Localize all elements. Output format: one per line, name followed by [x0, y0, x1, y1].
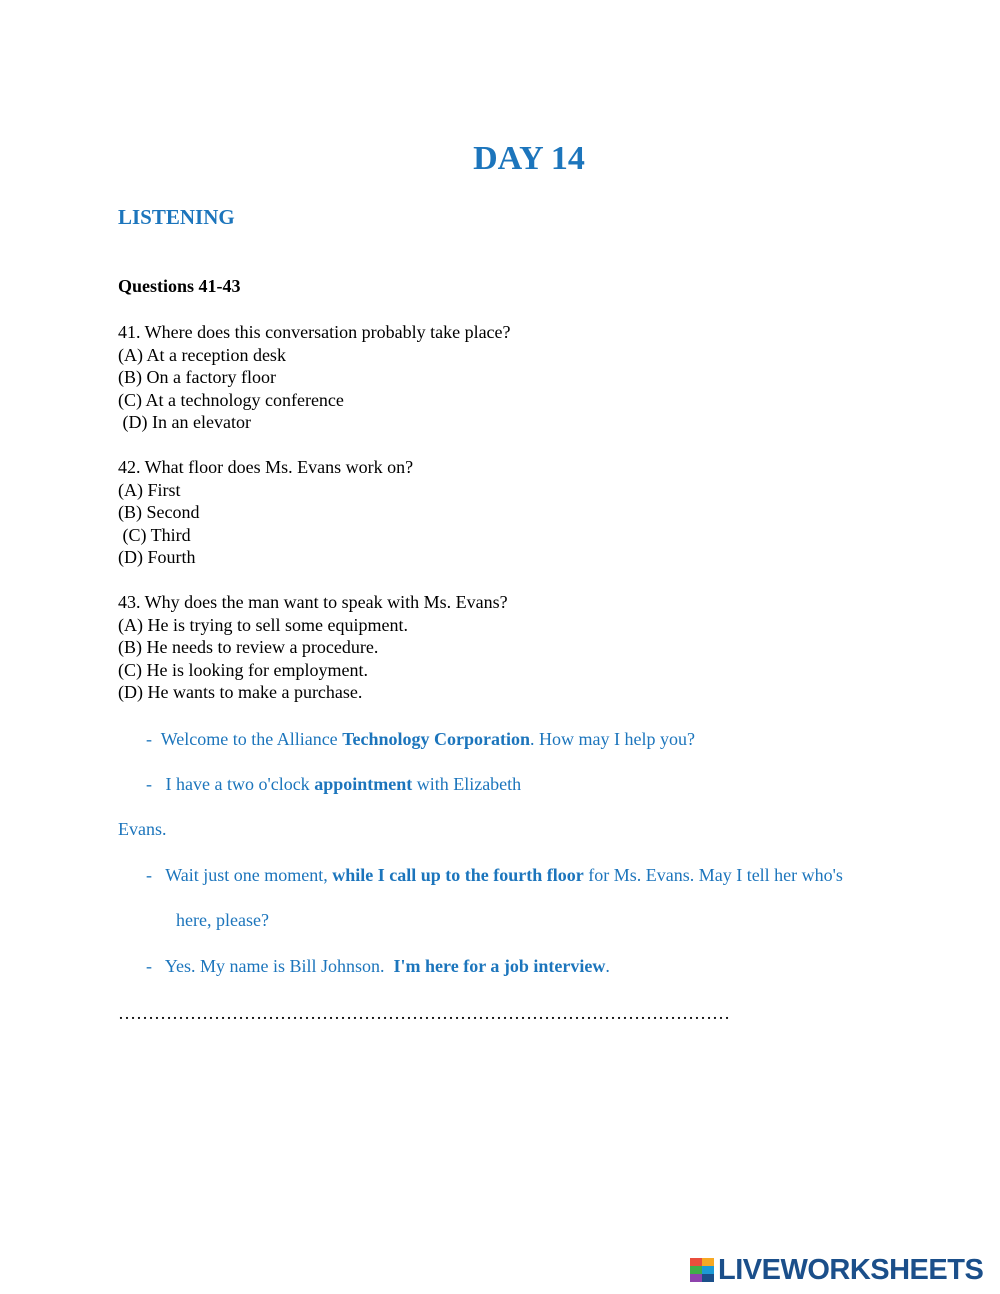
question-41 [118, 321, 511, 434]
option-d: (D) In an elevator [118, 412, 251, 432]
dialogue-bold: appointment [314, 774, 413, 794]
questions-header: Questions 41-43 [118, 276, 241, 296]
logo-blocks-icon [690, 1258, 714, 1282]
dialogue-bold: Technology Corporation [342, 729, 531, 749]
option-b: (B) He needs to review a procedure. [118, 637, 379, 657]
dialogue-bold: while I call up to the fourth floor [332, 865, 584, 885]
question-stem: 43. Why does the man want to speak with Ms. Evans? [118, 592, 508, 612]
option-a: (A) First [118, 479, 181, 500]
dialogue-dash: - [146, 956, 152, 976]
dialogue-text: Wait just one moment, [165, 865, 333, 885]
dialogue-line-3-continued: here, please? [176, 910, 269, 930]
dialogue-text: Welcome to the Alliance [160, 729, 343, 749]
dialogue-dash: - [146, 729, 152, 749]
option-a: (A) He is trying to sell some equipment. [118, 614, 408, 635]
option-c: (C) He is looking for employment. [118, 659, 368, 680]
question-stem: 42. What floor does Ms. Evans work on? [118, 457, 414, 477]
dialogue-bold: I'm here for a job interview [393, 956, 606, 976]
option-d: (D) He wants to make a purchase. [118, 682, 363, 702]
section-title: LISTENING [118, 205, 235, 229]
question-42 [118, 456, 413, 569]
dialogue-text: . [605, 956, 610, 976]
dialogue-line-2-continued: Evans. [118, 819, 167, 839]
separator-dots: ………………………………………………………………………………………… [118, 1003, 730, 1023]
option-d: (D) Fourth [118, 547, 196, 567]
dialogue-text: for Ms. Evans. May I tell her who's [583, 865, 843, 885]
option-c: (C) Third [118, 524, 191, 545]
dialogue-text: Yes. My name is Bill Johnson. [164, 956, 394, 976]
dialogue-text: I have a two o'clock [165, 774, 315, 794]
dialogue-line-1 [146, 729, 695, 750]
page-title: DAY 14 [473, 140, 585, 177]
dialogue-dash: - [146, 774, 152, 794]
option-b: (B) Second [118, 502, 200, 522]
dialogue-line-3 [146, 865, 843, 886]
dialogue-line-4 [146, 956, 610, 977]
option-b: (B) On a factory floor [118, 367, 276, 387]
option-a: (A) At a reception desk [118, 344, 286, 365]
dialogue-text: . How may I help you? [530, 729, 696, 749]
dialogue-line-2 [146, 774, 521, 795]
liveworksheets-logo[interactable] [690, 1252, 983, 1288]
dialogue-dash: - [146, 865, 152, 885]
question-43 [118, 591, 508, 704]
option-c: (C) At a technology conference [118, 389, 344, 410]
dialogue-text: with Elizabeth [412, 774, 522, 794]
question-stem: 41. Where does this conversation probably take place? [118, 322, 511, 342]
logo-text: LIVEWORKSHEETS [718, 1253, 984, 1286]
